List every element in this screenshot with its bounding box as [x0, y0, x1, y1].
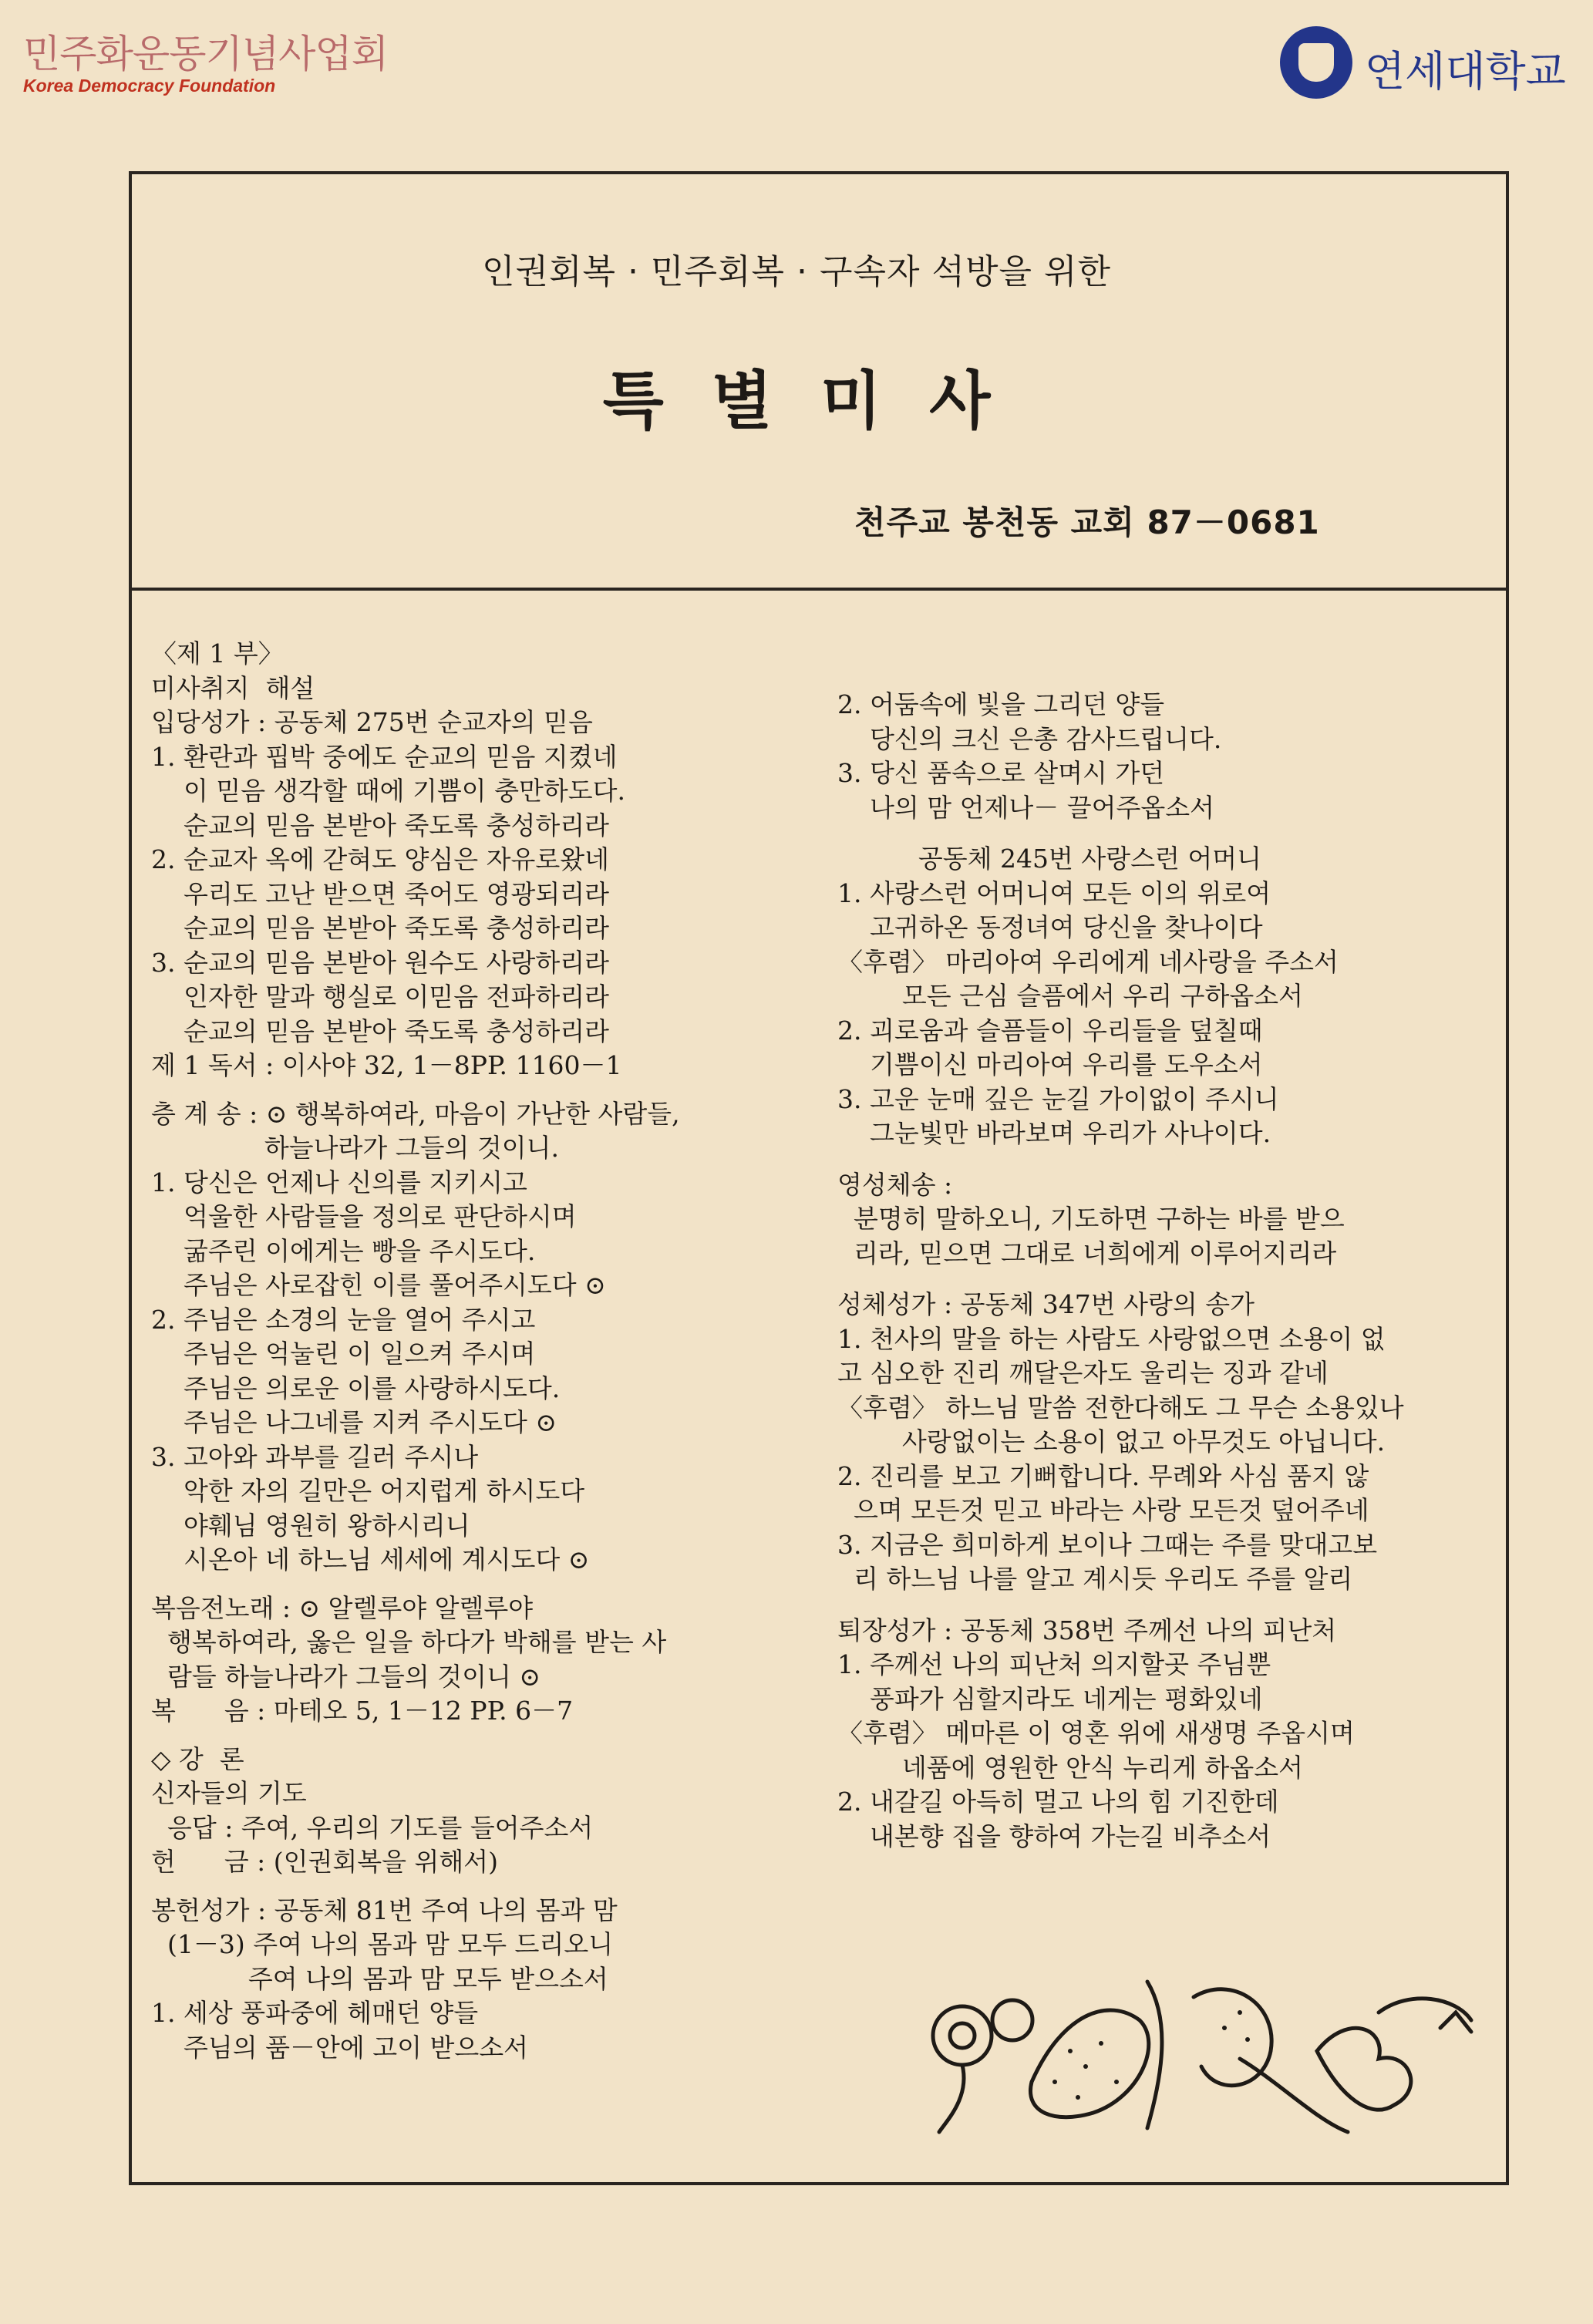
- left-column-line: 하늘나라가 그들의 것이니.: [151, 1133, 559, 1163]
- right-column-line: 고 심오한 진리 깨달은자도 울리는 징과 같네: [837, 1358, 1329, 1388]
- left-column-line: 3. 고아와 과부를 길러 주시나: [151, 1441, 479, 1472]
- watermark-english: Korea Democracy Foundation: [23, 76, 276, 96]
- left-column-line: 굶주린 이에게는 빵을 주시도다.: [151, 1235, 536, 1266]
- right-column-line: [837, 825, 1404, 842]
- left-column-line: 악한 자의 길만은 어지럽게 하시도다: [151, 1476, 585, 1506]
- left-column-line: 주님은 나그네를 지켜 주시도다 ⊙: [151, 1407, 557, 1437]
- left-column-line: 3. 순교의 믿음 본받아 원수도 사랑하리라: [151, 947, 609, 978]
- right-column-line: 으며 모든것 믿고 바라는 사랑 모든것 덮어주네: [837, 1495, 1369, 1525]
- left-column-line: 순교의 믿음 본받아 죽도록 충성하리라: [151, 1015, 609, 1046]
- left-column-line: 주님은 의로운 이를 사랑하시도다.: [151, 1373, 561, 1403]
- right-column-line: 〈후렴〉 하느님 말씀 전한다해도 그 무슨 소용있나: [837, 1392, 1404, 1423]
- left-column-line: 주님의 품－안에 고이 받으소서: [151, 2032, 528, 2063]
- left-column-line: [151, 1083, 680, 1097]
- right-column-line: 2. 어둠속에 빛을 그리던 양들: [837, 689, 1165, 719]
- left-column-line: [151, 1880, 680, 1894]
- left-column-line: 헌 금 : (인권회복을 위해서): [151, 1847, 499, 1877]
- right-column-line: 1. 주께선 나의 피난처 의지할곳 주님뿐: [837, 1649, 1271, 1679]
- page-subtitle: 인권회복 · 민주회복 · 구속자 석방을 위한: [482, 252, 1111, 291]
- left-column-line: 1. 환란과 핍박 중에도 순교의 믿음 지켰네: [151, 741, 618, 772]
- left-column-line: 복 음 : 마테오 5, 1－12 PP. 6－7: [151, 1696, 574, 1726]
- left-column-line: 순교의 믿음 본받아 죽도록 충성하리라: [151, 810, 609, 840]
- right-column-line: 모든 근심 슬픔에서 우리 구하옵소서: [837, 981, 1304, 1011]
- right-column-line: 분명히 말하오니, 기도하면 구하는 바를 받으: [837, 1204, 1345, 1234]
- page-title: 특별미사: [602, 365, 1039, 438]
- left-column-line: 주님은 사로잡힌 이를 풀어주시도다 ⊙: [151, 1270, 606, 1300]
- left-column: [151, 637, 680, 2065]
- right-column-line: 사랑없이는 소용이 없고 아무것도 아닙니다.: [837, 1426, 1386, 1457]
- left-column-line: 억울한 사람들을 정의로 판단하시며: [151, 1201, 577, 1231]
- left-column-line: 복음전노래 : ⊙ 알렐루야 알렐루야: [151, 1592, 534, 1623]
- left-column-line: 2. 순교자 옥에 갇혀도 양심은 자유로왔네: [151, 844, 609, 874]
- right-column-line: 리라, 믿으면 그대로 너희에게 이루어지리라: [837, 1238, 1337, 1268]
- right-column-line: 공동체 245번 사랑스런 어머니: [837, 844, 1262, 874]
- watermark-korean: 민주화운동기념사업회: [23, 32, 388, 76]
- right-column-line: 성체성가 : 공동체 347번 사랑의 송가: [837, 1289, 1255, 1319]
- left-column-line: 1. 당신은 언제나 신의를 지키시고: [151, 1167, 527, 1197]
- right-column-line: 나의 맘 언제나－ 끌어주옵소서: [837, 792, 1214, 823]
- left-column-line: 우리도 고난 받으면 죽어도 영광되리라: [151, 878, 609, 909]
- left-column-line: 미사취지 해설: [151, 672, 315, 703]
- right-column-line: 리 하느님 나를 알고 계시듯 우리도 주를 알리: [837, 1564, 1353, 1594]
- right-column-line: [837, 1151, 1404, 1168]
- right-column-line: 2. 진리를 보고 기뻐합니다. 무례와 사심 품지 않: [837, 1460, 1369, 1491]
- right-column-line: 〈후렴〉 마리아여 우리에게 네사랑을 주소서: [837, 946, 1339, 977]
- right-column-line: 풍파가 심할지라도 네게는 평화있네: [837, 1683, 1263, 1714]
- left-column-line: 2. 주님은 소경의 눈을 열어 주시고: [151, 1304, 536, 1335]
- right-column: [837, 688, 1404, 1854]
- left-column-line: 층 계 송 : ⊙ 행복하여라, 마음이 가난한 사람들,: [151, 1098, 680, 1129]
- left-column-line: 신자들의 기도: [151, 1778, 307, 1808]
- flower-doodle-illustration: [916, 1966, 1517, 2144]
- yonsei-university-seal-icon: [1280, 26, 1352, 99]
- university-name: 연세대학교: [1365, 47, 1566, 96]
- left-column-line: 람들 하늘나라가 그들의 것이니 ⊙: [151, 1661, 541, 1692]
- right-column-line: 그눈빛만 바라보며 우리가 사나이다.: [837, 1118, 1271, 1148]
- right-column-line: 3. 고운 눈매 깊은 눈길 가이없이 주시니: [837, 1083, 1279, 1114]
- right-column-line: 퇴장성가 : 공동체 358번 주께선 나의 피난처: [837, 1615, 1337, 1645]
- left-column-line: 봉헌성가 : 공동체 81번 주여 나의 몸과 맘: [151, 1895, 618, 1925]
- left-column-line: 시온아 네 하느님 세세에 계시도다 ⊙: [151, 1544, 590, 1575]
- left-column-line: 제 1 독서 : 이사야 32, 1－8PP. 1160－1: [151, 1050, 622, 1080]
- left-column-line: 응답 : 주여, 우리의 기도를 들어주소서: [151, 1812, 594, 1843]
- left-column-line: 행복하여라, 옳은 일을 하다가 박해를 받는 사: [151, 1627, 667, 1657]
- right-column-line: 고귀하온 동정녀여 당신을 찾나이다: [837, 912, 1263, 942]
- right-column-line: 3. 당신 품속으로 살며시 가던: [837, 758, 1165, 788]
- right-column-line: 1. 천사의 말을 하는 사람도 사랑없으면 소용이 없: [837, 1323, 1386, 1354]
- right-column-line: 2. 괴로움과 슬픔들이 우리들을 덮칠때: [837, 1015, 1263, 1046]
- right-column-line: [837, 1271, 1404, 1288]
- left-column-line: 이 믿음 생각할 때에 기쁨이 충만하도다.: [151, 776, 625, 806]
- left-column-line: [151, 1578, 680, 1591]
- left-column-line: 〈제 1 부〉: [151, 638, 284, 669]
- left-column-line: 인자한 말과 행실로 이믿음 전파하리라: [151, 982, 609, 1012]
- right-column-line: 네품에 영원한 안식 누리게 하옵소서: [837, 1752, 1304, 1783]
- left-column-line: 주여 나의 몸과 맘 모두 받으소서: [151, 1963, 608, 1994]
- issuer-line: 천주교 봉천동 교회 87－0681: [854, 504, 1320, 541]
- left-column-line: 순교의 믿음 본받아 죽도록 충성하리라: [151, 913, 609, 943]
- left-column-line: 주님은 억눌린 이 일으켜 주시며: [151, 1339, 536, 1369]
- left-column-line: 1. 세상 풍파중에 헤매던 양들: [151, 1998, 479, 2028]
- right-column-line: 당신의 크신 은총 감사드립니다.: [837, 723, 1222, 754]
- right-column-line: 1. 사랑스런 어머니여 모든 이의 위로여: [837, 877, 1271, 908]
- left-column-line: 입당성가 : 공동체 275번 순교자의 믿음: [151, 707, 593, 737]
- left-column-line: 야훼님 영원히 왕하시리니: [151, 1510, 470, 1541]
- right-column-line: 내본향 집을 향하여 가는길 비추소서: [837, 1820, 1271, 1851]
- right-column-line: 2. 내갈길 아득히 멀고 나의 힘 기진한데: [837, 1787, 1279, 1817]
- left-column-line: (1－3) 주여 나의 몸과 맘 모두 드리오니: [151, 1929, 614, 1959]
- left-column-line: ◇ 강 론: [151, 1743, 244, 1774]
- right-column-line: 영성체송 :: [837, 1169, 953, 1200]
- right-column-line: 기쁨이신 마리아여 우리를 도우소서: [837, 1049, 1263, 1079]
- left-column-line: [151, 1729, 680, 1743]
- right-column-line: 〈후렴〉 메마른 이 영혼 위에 새생명 주옵시며: [837, 1718, 1355, 1748]
- header-divider: [129, 588, 1509, 591]
- right-column-line: 3. 지금은 희미하게 보이나 그때는 주를 맞대고보: [837, 1529, 1378, 1560]
- right-column-line: [837, 1597, 1404, 1614]
